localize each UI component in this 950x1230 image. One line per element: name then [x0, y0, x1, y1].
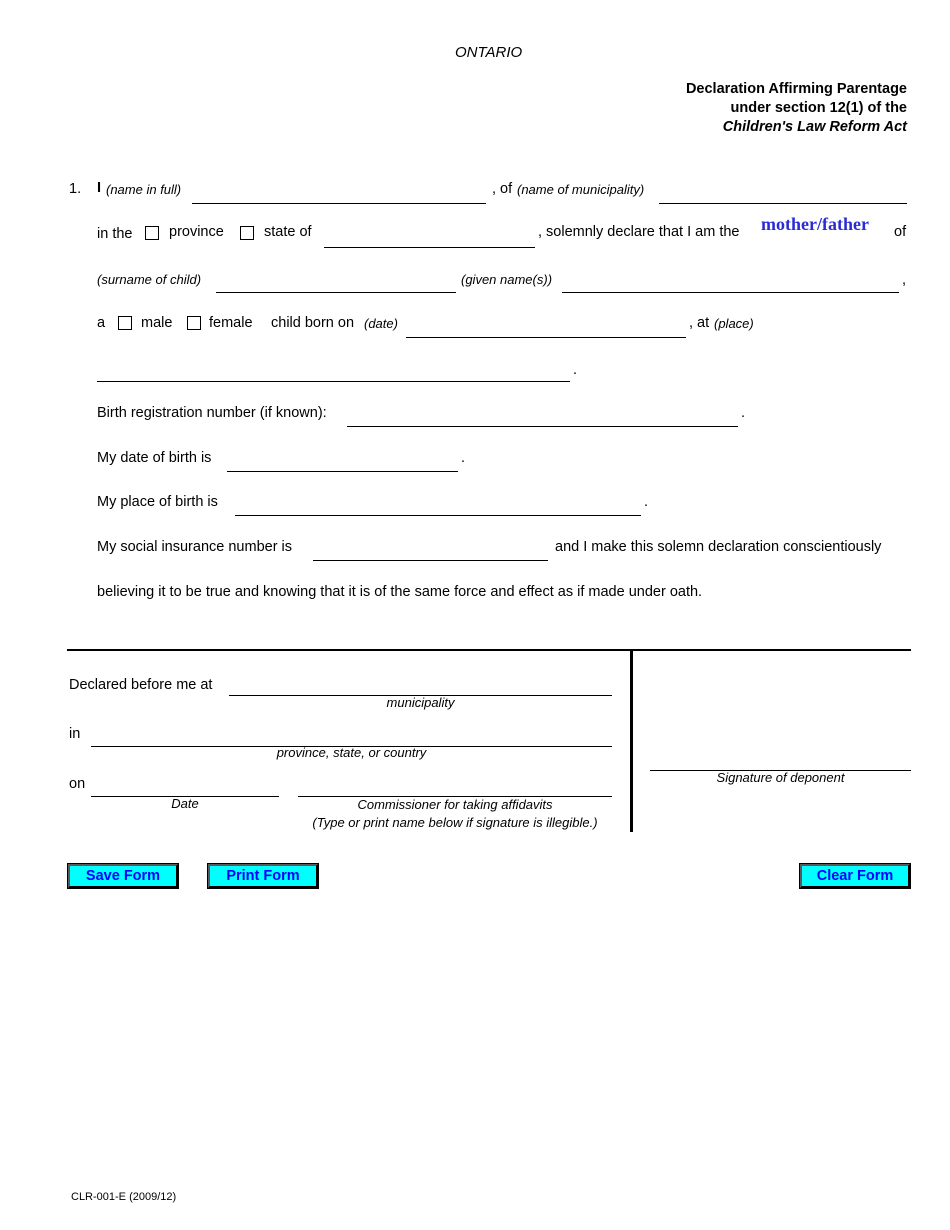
date-of-birth-field[interactable]	[227, 471, 458, 472]
form-title-act: Children's Law Reform Act	[722, 119, 907, 135]
form-code: CLR-001-E (2009/12)	[71, 1191, 177, 1203]
place-of-birth-label: My place of birth is	[97, 494, 218, 510]
municipality-field[interactable]	[659, 203, 907, 204]
jurisdiction-label: ONTARIO	[455, 44, 523, 61]
female-checkbox[interactable]	[187, 316, 201, 330]
of-label: , of	[492, 181, 513, 197]
section-number: 1.	[69, 181, 82, 197]
closing-statement: believing it to be true and knowing that it is of the same force and effect as if made under oath.	[97, 584, 703, 600]
print-form-button[interactable]: Print Form	[208, 864, 318, 888]
municipality-caption: municipality	[386, 695, 455, 710]
in-the-label: in the	[97, 226, 133, 242]
child-given-name-field[interactable]	[562, 292, 899, 293]
commissioner-note: (Type or print name below if signature is illegible.)	[312, 815, 598, 830]
male-checkbox[interactable]	[118, 316, 132, 330]
form-title-line2: under section 12(1) of the	[730, 100, 907, 116]
child-birth-date-field[interactable]	[406, 337, 686, 338]
form-title-line1: Declaration Affirming Parentage	[685, 81, 907, 97]
comma-label: ,	[902, 272, 907, 288]
birth-registration-label: Birth registration number (if known):	[97, 405, 327, 421]
of-end-label: of	[894, 224, 907, 240]
period-3: .	[461, 450, 466, 466]
date-caption: Date	[171, 796, 199, 811]
at-label: , at	[689, 315, 710, 331]
female-label: female	[209, 315, 253, 331]
province-checkbox[interactable]	[145, 226, 159, 240]
full-name-field[interactable]	[192, 203, 486, 204]
period-2: .	[741, 405, 746, 421]
state-checkbox[interactable]	[240, 226, 254, 240]
child-surname-field[interactable]	[216, 292, 456, 293]
child-birth-place-field[interactable]	[97, 381, 570, 382]
mother-father-selector[interactable]: mother/father	[761, 214, 869, 234]
clear-form-button[interactable]: Clear Form	[800, 864, 910, 888]
place-of-birth-field[interactable]	[235, 515, 641, 516]
municipality-hint: (name of municipality)	[517, 182, 645, 197]
given-name-hint: (given name(s))	[461, 272, 553, 287]
a-label: a	[97, 315, 106, 331]
surname-hint: (surname of child)	[97, 272, 202, 287]
declaration-divider	[67, 649, 911, 651]
male-label: male	[141, 315, 173, 331]
birth-registration-field[interactable]	[347, 426, 738, 427]
in-label: in	[69, 726, 81, 742]
date-hint: (date)	[364, 316, 398, 331]
province-state-field[interactable]	[324, 247, 535, 248]
name-hint: (name in full)	[106, 182, 182, 197]
signature-caption: Signature of deponent	[716, 770, 845, 785]
declaration-vertical-divider	[630, 650, 633, 832]
sin-field[interactable]	[313, 560, 548, 561]
period-4: .	[644, 494, 649, 510]
i-label: I	[97, 180, 102, 196]
date-of-birth-label: My date of birth is	[97, 450, 212, 466]
commissioner-caption: Commissioner for taking affidavits	[357, 797, 553, 812]
state-label: state of	[264, 224, 312, 240]
sin-label: My social insurance number is	[97, 539, 293, 555]
declared-before-label: Declared before me at	[69, 677, 213, 693]
period-1: .	[573, 362, 578, 378]
save-form-button[interactable]: Save Form	[68, 864, 178, 888]
province-label: province	[169, 224, 224, 240]
child-born-on-label: child born on	[271, 315, 355, 331]
on-label: on	[69, 776, 86, 792]
province-caption: province, state, or country	[276, 745, 427, 760]
solemnly-declare-text: , solemnly declare that I am the	[538, 224, 740, 240]
sin-after-text: and I make this solemn declaration conscientiously	[555, 539, 882, 555]
place-hint: (place)	[714, 316, 754, 331]
